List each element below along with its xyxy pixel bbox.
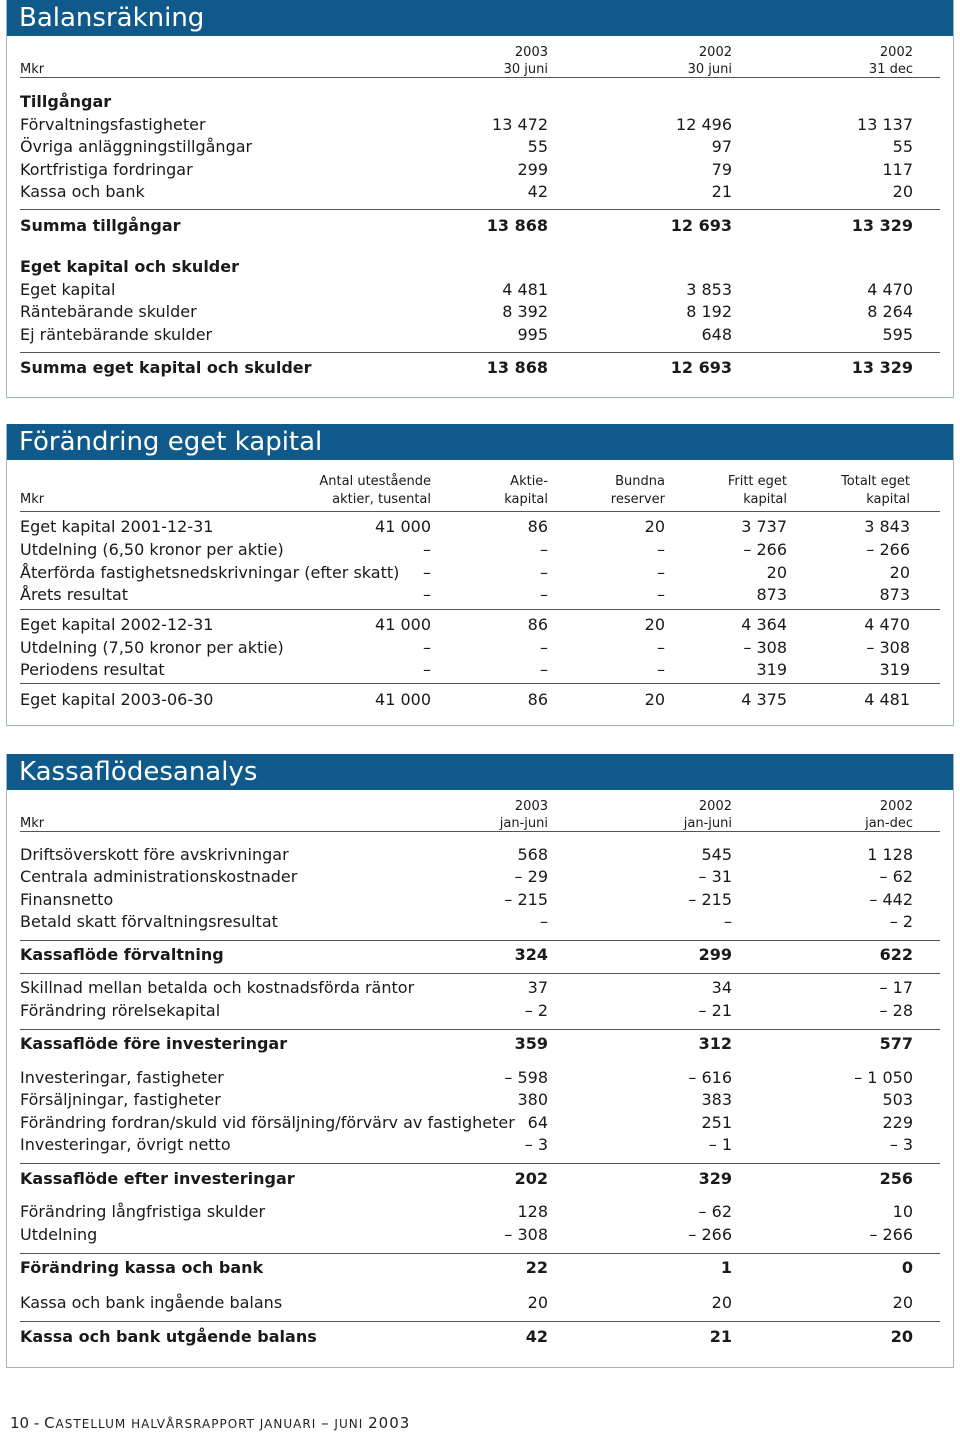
divider <box>20 511 940 512</box>
table-row <box>7 136 953 158</box>
table-row <box>7 1224 953 1246</box>
cell-value: – <box>540 660 548 679</box>
cell-value: – 3 <box>889 1135 913 1154</box>
cell-value: 319 <box>756 660 787 679</box>
column-header-line2: aktier, tusental <box>332 492 431 507</box>
cell-value: 21 <box>711 182 732 201</box>
table-row <box>7 584 953 606</box>
row-label: Tillgångar <box>20 92 112 111</box>
column-header <box>611 473 665 509</box>
cell-value: 1 128 <box>867 845 913 864</box>
cell-value: – 215 <box>688 890 732 909</box>
cell-value: 10 <box>892 1202 913 1221</box>
footer-text: CASTELLUM HALVÅRSRAPPORT JANUARI – JUNI 2003 <box>44 1414 411 1432</box>
cell-value: 41 000 <box>375 615 431 634</box>
column-year: 2002 <box>879 799 913 814</box>
table-row <box>7 614 953 636</box>
table-row <box>7 1067 953 1089</box>
cell-value: – 1 050 <box>854 1068 913 1087</box>
table-row <box>7 215 953 237</box>
cell-value: 995 <box>517 325 548 344</box>
row-label: Kassaflöde förvaltning <box>20 945 224 964</box>
cell-value: – <box>423 563 431 582</box>
cell-value: – 308 <box>504 1225 548 1244</box>
cell-value: 13 868 <box>486 216 548 235</box>
cell-value: 86 <box>527 615 548 634</box>
cell-value: 42 <box>527 182 548 201</box>
cell-value: 595 <box>882 325 913 344</box>
row-label: Kassaflöde före investeringar <box>20 1034 288 1053</box>
page-footer <box>10 1414 410 1432</box>
forandring-section <box>6 424 954 726</box>
cell-value: 55 <box>527 137 548 156</box>
cell-value: 383 <box>701 1090 732 1109</box>
row-label: Ej räntebärande skulder <box>20 325 213 344</box>
column-period: 30 juni <box>503 62 548 77</box>
row-label: Förvaltningsfastigheter <box>20 115 206 134</box>
page-number: 10 - <box>10 1414 40 1432</box>
balans-title: Balansräkning <box>7 0 953 36</box>
table-row <box>7 1326 953 1348</box>
cell-value: – 598 <box>504 1068 548 1087</box>
divider <box>20 1321 940 1322</box>
row-label: Utdelning (7,50 kronor per aktie) <box>20 638 284 657</box>
cell-value: 128 <box>517 1202 548 1221</box>
column-year: 2002 <box>698 799 732 814</box>
divider <box>20 1163 940 1164</box>
row-label: Kassa och bank ingående balans <box>20 1293 283 1312</box>
cell-value: 20 <box>892 1293 913 1312</box>
row-label: Eget kapital 2001-12-31 <box>20 517 214 536</box>
table-row <box>7 689 953 711</box>
cell-value: 64 <box>527 1113 548 1132</box>
cell-value: 0 <box>901 1258 913 1277</box>
cell-value: – 31 <box>698 867 732 886</box>
cell-value: 319 <box>879 660 910 679</box>
column-header-line2: kapital <box>866 492 910 507</box>
cell-value: 20 <box>527 1293 548 1312</box>
cell-value: – <box>724 912 732 931</box>
table-row <box>7 659 953 681</box>
divider <box>20 609 940 610</box>
row-label: Kortfristiga fordringar <box>20 160 193 179</box>
cell-value: 873 <box>879 585 910 604</box>
cell-value: – 2 <box>524 1001 548 1020</box>
cell-value: 8 392 <box>502 302 548 321</box>
column-period: 31 dec <box>868 62 913 77</box>
row-label: Betald skatt förvaltningsresultat <box>20 912 278 931</box>
row-label: Investeringar, övrigt netto <box>20 1135 231 1154</box>
cell-value: – 17 <box>879 978 913 997</box>
row-label: Eget kapital och skulder <box>20 257 239 276</box>
column-period: 30 juni <box>687 62 732 77</box>
cell-value: 13 137 <box>857 115 913 134</box>
table-row <box>7 1257 953 1279</box>
forandring-title: Förändring eget kapital <box>7 424 953 460</box>
table-row <box>7 1112 953 1134</box>
row-label: Övriga anläggningstillgångar <box>20 137 253 156</box>
divider <box>20 940 940 941</box>
cell-value: 20 <box>890 1327 913 1346</box>
table-row <box>7 1000 953 1022</box>
table-row <box>7 844 953 866</box>
table-row <box>7 977 953 999</box>
column-header <box>684 798 732 832</box>
column-header <box>865 798 913 832</box>
table-row <box>7 516 953 538</box>
cell-value: 13 472 <box>492 115 548 134</box>
row-label: Summa eget kapital och skulder <box>20 358 312 377</box>
cell-value: 202 <box>514 1169 548 1188</box>
cell-value: 568 <box>517 845 548 864</box>
column-header <box>728 473 787 509</box>
column-header-line2: kapital <box>504 492 548 507</box>
column-header-line1: Antal utestående <box>319 474 431 489</box>
table-row <box>7 159 953 181</box>
table-row <box>7 181 953 203</box>
cell-value: 4 470 <box>864 615 910 634</box>
column-header-line1: Bundna <box>615 474 665 489</box>
cell-value: 20 <box>644 690 665 709</box>
table-row <box>7 889 953 911</box>
cell-value: 12 496 <box>676 115 732 134</box>
table-row <box>7 279 953 301</box>
cell-value: 3 737 <box>741 517 787 536</box>
cell-value: – <box>423 540 431 559</box>
cell-value: – 308 <box>743 638 787 657</box>
row-label: Eget kapital 2003-06-30 <box>20 690 214 709</box>
cell-value: – 308 <box>866 638 910 657</box>
cell-value: – <box>423 638 431 657</box>
cell-value: 380 <box>517 1090 548 1109</box>
kassa-section <box>6 754 954 1368</box>
table-row <box>7 256 953 278</box>
cell-value: 8 264 <box>867 302 913 321</box>
row-label: Utdelning <box>20 1225 98 1244</box>
cell-value: 359 <box>514 1034 548 1053</box>
table-row <box>7 1033 953 1055</box>
cell-value: 13 329 <box>851 216 913 235</box>
row-label: Utdelning (6,50 kronor per aktie) <box>20 540 284 559</box>
row-label: Centrala administrationskostnader <box>20 867 298 886</box>
cell-value: 299 <box>517 160 548 179</box>
cell-value: 3 853 <box>686 280 732 299</box>
table-row <box>7 911 953 933</box>
cell-value: 55 <box>892 137 913 156</box>
divider <box>20 77 940 78</box>
cell-value: – 442 <box>869 890 913 909</box>
cell-value: – 616 <box>688 1068 732 1087</box>
table-row <box>7 114 953 136</box>
kassa-title: Kassaflödesanalys <box>7 754 953 790</box>
cell-value: – <box>657 585 665 604</box>
cell-value: 324 <box>514 945 548 964</box>
column-period: jan-juni <box>683 816 732 831</box>
table-row <box>7 539 953 561</box>
cell-value: 4 481 <box>864 690 910 709</box>
cell-value: 13 868 <box>486 358 548 377</box>
cell-value: – <box>540 638 548 657</box>
cell-value: 4 375 <box>741 690 787 709</box>
column-year: 2003 <box>514 45 548 60</box>
cell-value: – 266 <box>869 1225 913 1244</box>
column-year: 2002 <box>879 45 913 60</box>
cell-value: 3 843 <box>864 517 910 536</box>
cell-value: – 28 <box>879 1001 913 1020</box>
cell-value: 577 <box>879 1034 913 1053</box>
cell-value: 4 470 <box>867 280 913 299</box>
row-label: Återförda fastighetsnedskrivningar (efter skatt) <box>20 563 400 582</box>
cell-value: – 215 <box>504 890 548 909</box>
cell-value: 20 <box>711 1293 732 1312</box>
cell-value: – 21 <box>698 1001 732 1020</box>
row-label: Skillnad mellan betalda och kostnadsförda räntor <box>20 978 415 997</box>
cell-value: 20 <box>892 182 913 201</box>
row-label: Kassa och bank <box>20 182 145 201</box>
row-label: Eget kapital <box>20 280 116 299</box>
row-label: Årets resultat <box>20 585 129 604</box>
row-label: Eget kapital 2002-12-31 <box>20 615 214 634</box>
row-label: Förändring fordran/skuld vid försäljning/förvärv av fastigheter <box>20 1113 515 1132</box>
unit-label: Mkr <box>20 62 45 77</box>
cell-value: 4 364 <box>741 615 787 634</box>
column-header-line1: Totalt eget <box>841 474 910 489</box>
cell-value: 256 <box>879 1169 913 1188</box>
cell-value: 42 <box>525 1327 548 1346</box>
cell-value: 86 <box>527 690 548 709</box>
cell-value: 622 <box>879 945 913 964</box>
column-header <box>500 798 548 832</box>
divider <box>20 1253 940 1254</box>
cell-value: 34 <box>711 978 732 997</box>
column-year: 2003 <box>514 799 548 814</box>
row-label: Förändring långfristiga skulder <box>20 1202 266 1221</box>
divider <box>20 683 940 684</box>
cell-value: 329 <box>698 1169 732 1188</box>
column-header <box>841 473 910 509</box>
cell-value: 8 192 <box>686 302 732 321</box>
divider <box>20 209 940 210</box>
cell-value: – 62 <box>698 1202 732 1221</box>
cell-value: 37 <box>527 978 548 997</box>
cell-value: – <box>540 540 548 559</box>
cell-value: 22 <box>525 1258 548 1277</box>
cell-value: 13 329 <box>851 358 913 377</box>
cell-value: 97 <box>711 137 732 156</box>
cell-value: 251 <box>701 1113 732 1132</box>
row-label: Periodens resultat <box>20 660 165 679</box>
column-header <box>504 473 548 509</box>
table-row <box>7 91 953 113</box>
cell-value: 12 693 <box>670 216 732 235</box>
table-row <box>7 324 953 346</box>
cell-value: 1 <box>720 1258 732 1277</box>
cell-value: – <box>423 660 431 679</box>
row-label: Kassa och bank utgående balans <box>20 1327 317 1346</box>
column-period: jan-dec <box>865 816 913 831</box>
cell-value: 4 481 <box>502 280 548 299</box>
table-row <box>7 1168 953 1190</box>
column-header <box>869 44 913 78</box>
cell-value: 20 <box>644 615 665 634</box>
cell-value: 545 <box>701 845 732 864</box>
table-row <box>7 866 953 888</box>
cell-value: 229 <box>882 1113 913 1132</box>
cell-value: – <box>657 660 665 679</box>
cell-value: 41 000 <box>375 517 431 536</box>
table-row <box>7 357 953 379</box>
cell-value: – <box>540 563 548 582</box>
cell-value: 21 <box>709 1327 732 1346</box>
cell-value: 873 <box>756 585 787 604</box>
column-header <box>319 473 431 509</box>
divider <box>20 1029 940 1030</box>
divider <box>20 831 940 832</box>
unit-label: Mkr <box>20 816 45 831</box>
column-year: 2002 <box>698 45 732 60</box>
cell-value: – 266 <box>688 1225 732 1244</box>
row-label: Driftsöverskott före avskrivningar <box>20 845 289 864</box>
cell-value: – <box>540 912 548 931</box>
divider <box>20 352 940 353</box>
table-row <box>7 1089 953 1111</box>
cell-value: – 62 <box>879 867 913 886</box>
column-period: jan-juni <box>499 816 548 831</box>
cell-value: 20 <box>766 563 787 582</box>
cell-value: – 266 <box>743 540 787 559</box>
row-label: Investeringar, fastigheter <box>20 1068 224 1087</box>
cell-value: 79 <box>711 160 732 179</box>
cell-value: 20 <box>889 563 910 582</box>
column-header-line1: Fritt eget <box>727 474 787 489</box>
cell-value: 20 <box>644 517 665 536</box>
cell-value: – 1 <box>708 1135 732 1154</box>
cell-value: – 29 <box>514 867 548 886</box>
table-row <box>7 562 953 584</box>
column-header-line1: Aktie- <box>510 474 548 489</box>
table-row <box>7 944 953 966</box>
cell-value: 117 <box>882 160 913 179</box>
cell-value: 503 <box>882 1090 913 1109</box>
cell-value: – 2 <box>889 912 913 931</box>
table-row <box>7 301 953 323</box>
balans-section <box>6 0 954 398</box>
table-row <box>7 1134 953 1156</box>
cell-value: – <box>423 585 431 604</box>
row-label: Försäljningar, fastigheter <box>20 1090 221 1109</box>
row-label: Summa tillgångar <box>20 216 181 235</box>
divider <box>20 973 940 974</box>
column-header-line2: kapital <box>743 492 787 507</box>
row-label: Räntebärande skulder <box>20 302 197 321</box>
cell-value: 12 693 <box>670 358 732 377</box>
row-label: Förändring rörelsekapital <box>20 1001 221 1020</box>
row-label: Förändring kassa och bank <box>20 1258 264 1277</box>
column-header-line2: reserver <box>610 492 665 507</box>
row-label: Kassaflöde efter investeringar <box>20 1169 295 1188</box>
unit-label: Mkr <box>20 492 45 507</box>
cell-value: – 3 <box>524 1135 548 1154</box>
column-header <box>504 44 548 78</box>
cell-value: 312 <box>698 1034 732 1053</box>
cell-value: – 266 <box>866 540 910 559</box>
row-label: Finansnetto <box>20 890 114 909</box>
table-row <box>7 1292 953 1314</box>
cell-value: – <box>540 585 548 604</box>
cell-value: – <box>657 638 665 657</box>
column-header <box>688 44 732 78</box>
cell-value: – <box>657 540 665 559</box>
cell-value: 299 <box>698 945 732 964</box>
cell-value: 41 000 <box>375 690 431 709</box>
cell-value: – <box>657 563 665 582</box>
table-row <box>7 637 953 659</box>
table-row <box>7 1201 953 1223</box>
cell-value: 86 <box>527 517 548 536</box>
cell-value: 648 <box>701 325 732 344</box>
